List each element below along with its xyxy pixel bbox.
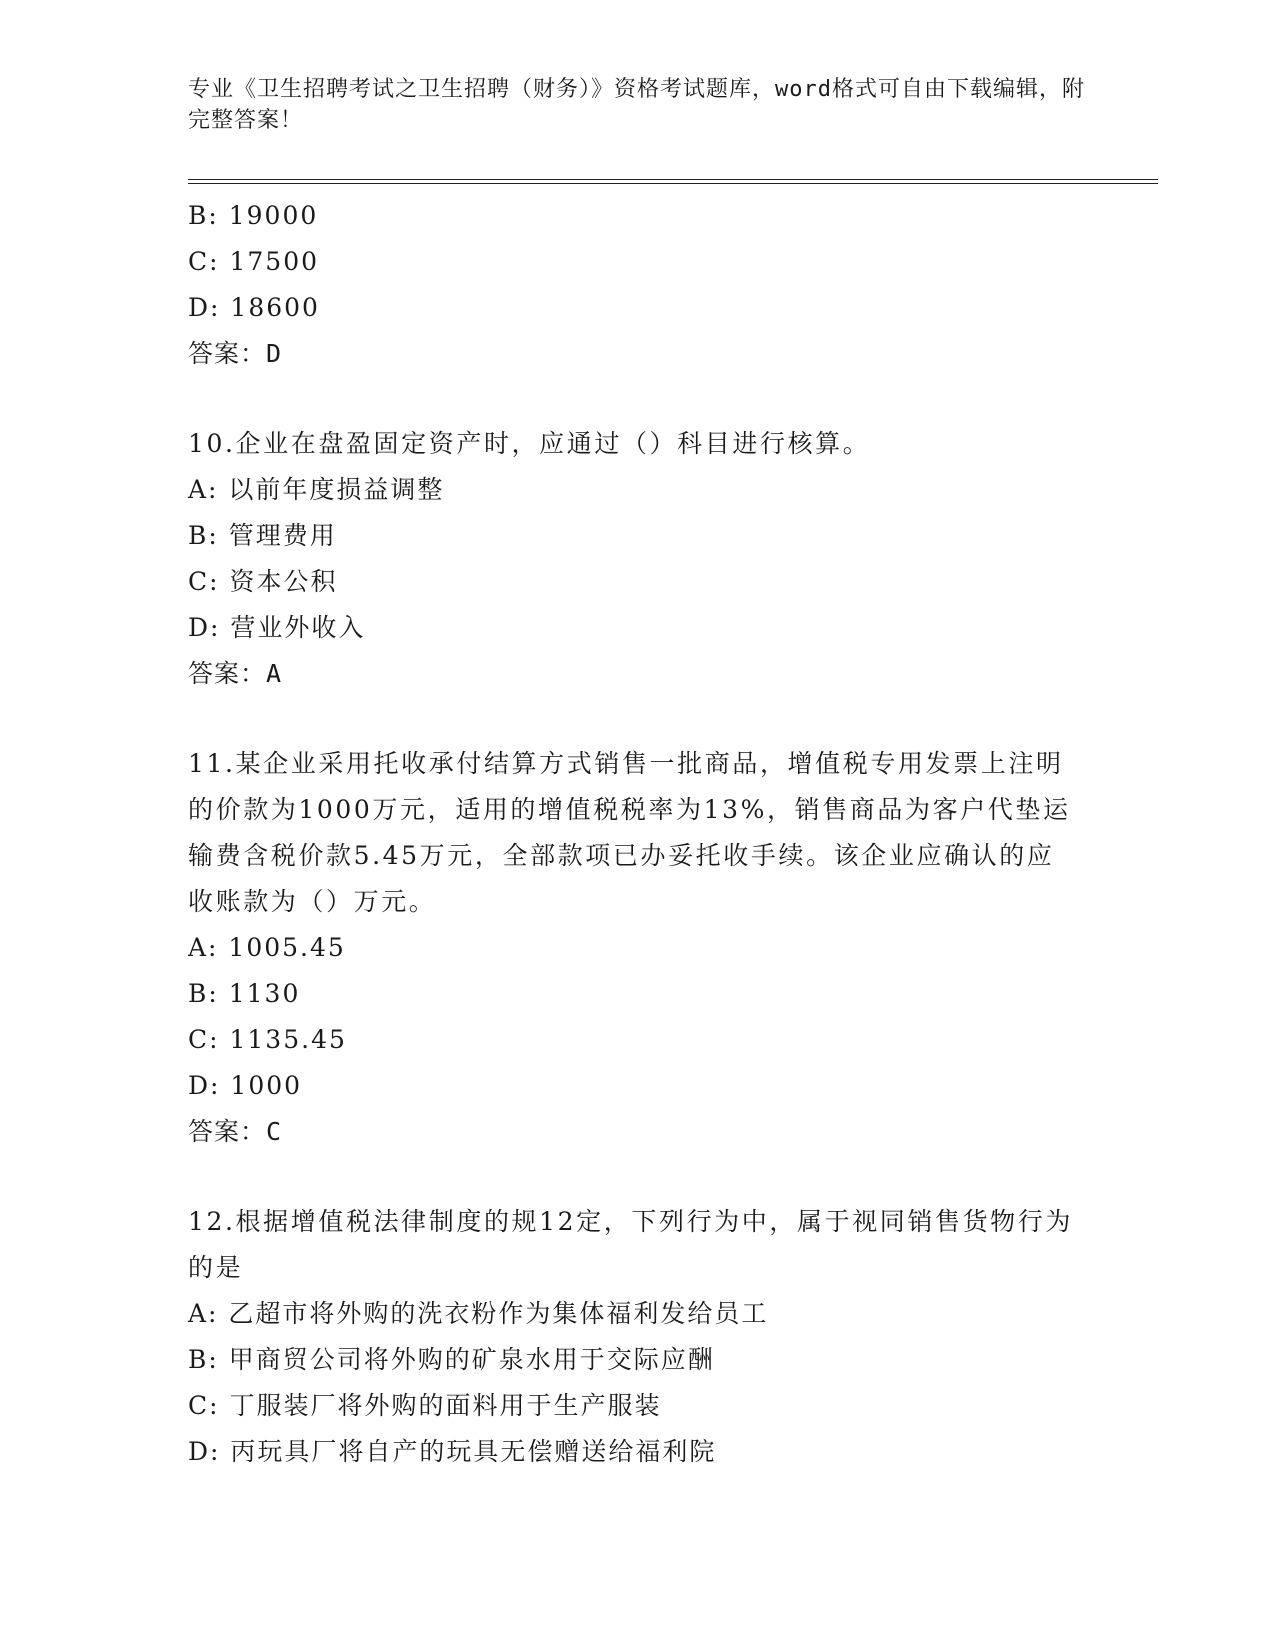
option-b: B: 19000	[188, 201, 319, 230]
option-d: D: 营业外收入	[188, 613, 366, 642]
option-b: B: 甲商贸公司将外购的矿泉水用于交际应酬	[188, 1345, 715, 1374]
option-a: A: 以前年度损益调整	[188, 475, 445, 504]
header-divider-top	[188, 179, 1158, 180]
question-list	[188, 193, 1088, 1475]
option-c: C: 17500	[188, 247, 320, 276]
answer: 答案：C	[188, 1117, 283, 1146]
option-c: C: 1135.45	[188, 1025, 347, 1054]
answer: 答案：D	[188, 339, 283, 368]
option-a: A: 1005.45	[188, 933, 346, 962]
question-text: 12.根据增值税法律制度的规12定，下列行为中，属于视同销售货物行为的是	[188, 1207, 1073, 1282]
question-10	[188, 421, 1088, 697]
option-c: C: 资本公积	[188, 567, 338, 596]
option-b: B: 1130	[188, 979, 301, 1008]
option-d: D: 丙玩具厂将自产的玩具无偿赠送给福利院	[188, 1437, 717, 1466]
answer: 答案：A	[188, 659, 283, 688]
question-text: 11.某企业采用托收承付结算方式销售一批商品，增值税专用发票上注明的价款为1000万元，适用的增值税税率为13%，销售商品为客户代垫运输费含税价款5.45万元，全部款项已办妥托收手续。该企业应确认的应收账款为（）万元。	[188, 749, 1071, 916]
header-divider-bottom	[188, 183, 1158, 184]
document-header: 专业《卫生招聘考试之卫生招聘（财务）》资格考试题库，word格式可自由下载编辑，附完整答案！	[188, 77, 1085, 133]
option-a: A: 乙超市将外购的洗衣粉作为集体福利发给员工	[188, 1299, 769, 1328]
question-text: 10.企业在盘盈固定资产时，应通过（）科目进行核算。	[188, 429, 871, 458]
option-d: D: 1000	[188, 1071, 303, 1100]
question-12	[188, 1199, 1088, 1475]
option-d: D: 18600	[188, 293, 320, 322]
question-11	[188, 741, 1088, 1155]
question-9-continued	[188, 193, 1088, 377]
option-c: C: 丁服装厂将外购的面料用于生产服装	[188, 1391, 662, 1420]
option-b: B: 管理费用	[188, 521, 337, 550]
